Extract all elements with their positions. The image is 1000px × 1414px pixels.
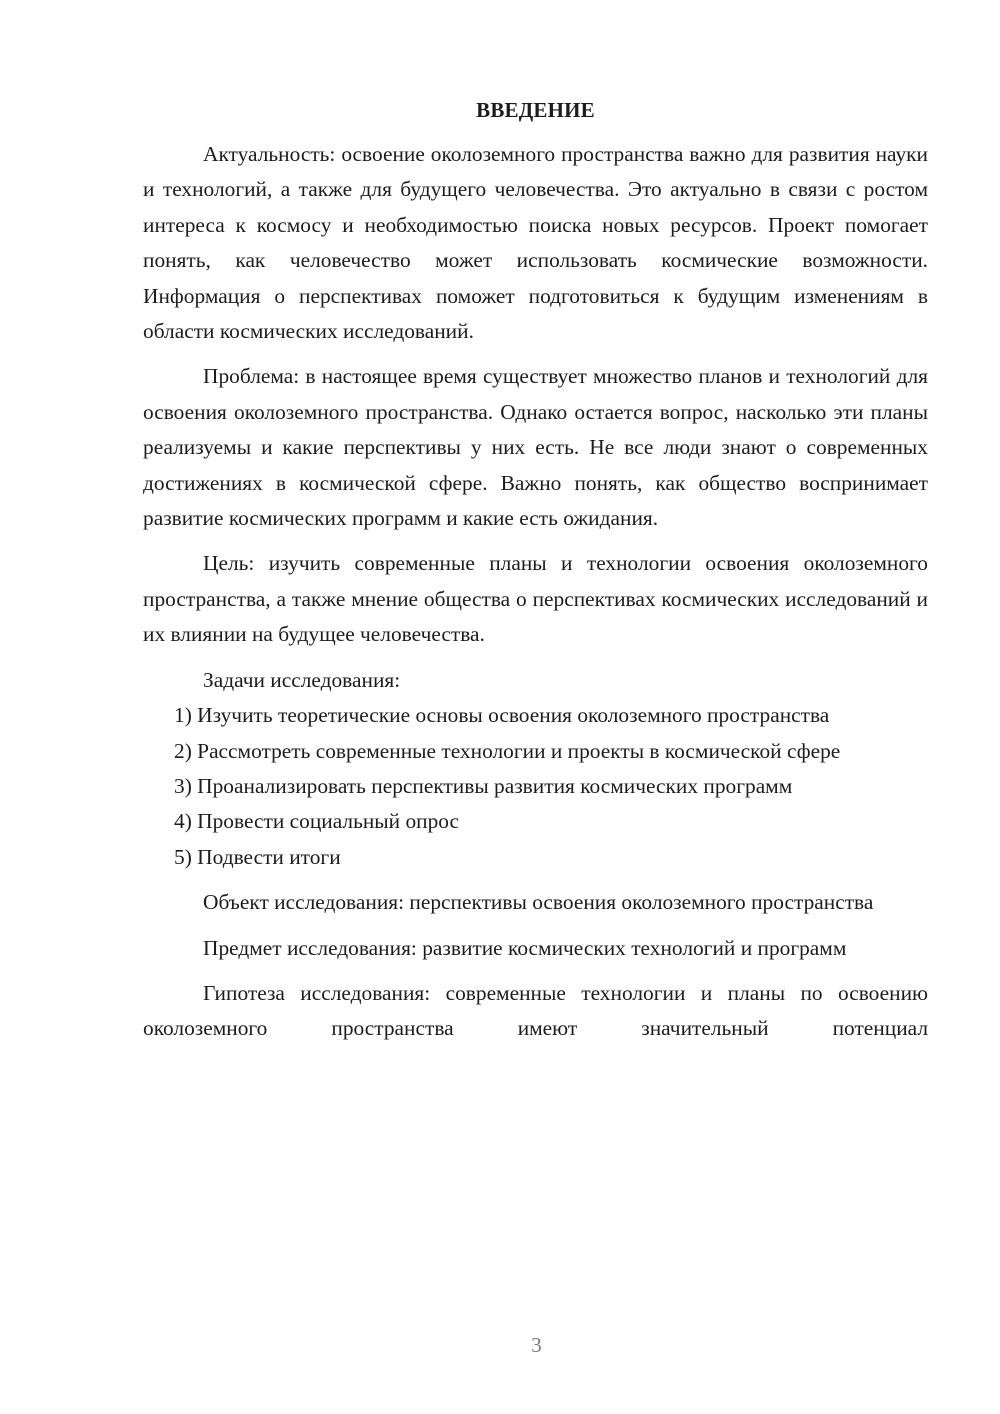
list-item: 4) Провести социальный опрос	[174, 809, 460, 834]
problem-paragraph: Проблема: в настоящее время существует множество планов и технологий для освоения околоземного пространства. Однако остается вопрос, насколько эти планы реализуемы и какие перспективы у них есть. Не все люди знают о современных достижениях в космической сфере. Важно понять, как общество воспринимает развитие космических программ и какие есть ожидания.	[143, 364, 928, 531]
relevance-paragraph: Актуальность: освоение околоземного пространства важно для развития науки и технологий, а также для будущего человечества. Это актуально в связи с ростом интереса к космосу и необходимостью поиска новых ресурсов. Проект помогает понять, как человечество может использовать космические возможности. Информация о перспективах поможет подготовиться к будущим изменениям в области космических исследований.	[143, 142, 928, 344]
tasks-heading: Задачи исследования:	[203, 667, 401, 692]
tasks-list	[143, 698, 928, 875]
goal-paragraph: Цель: изучить современные планы и технологии освоения околоземного пространства, а также мнение общества о перспективах космических исследований и их влиянии на будущее человечества.	[143, 551, 928, 647]
subject-paragraph: Предмет исследования: развитие космических технологий и программ	[203, 935, 847, 960]
page-title: ВВЕДЕНИЕ	[476, 98, 595, 122]
document-page	[143, 93, 928, 1047]
list-item: 5) Подвести итоги	[174, 844, 341, 869]
hypothesis-paragraph: Гипотеза исследования: современные технологии и планы по освоению околоземного пространства имеют значительный потенциал	[143, 980, 928, 1041]
list-item: 2) Рассмотреть современные технологии и проекты в космической сфере	[174, 738, 841, 763]
list-item: 3) Проанализировать перспективы развития космических программ	[174, 773, 793, 798]
page-number: 3	[531, 1333, 542, 1357]
list-item: 1) Изучить теоретические основы освоения околоземного пространства	[174, 703, 830, 728]
object-paragraph: Объект исследования: перспективы освоения околоземного пространства	[203, 890, 874, 915]
